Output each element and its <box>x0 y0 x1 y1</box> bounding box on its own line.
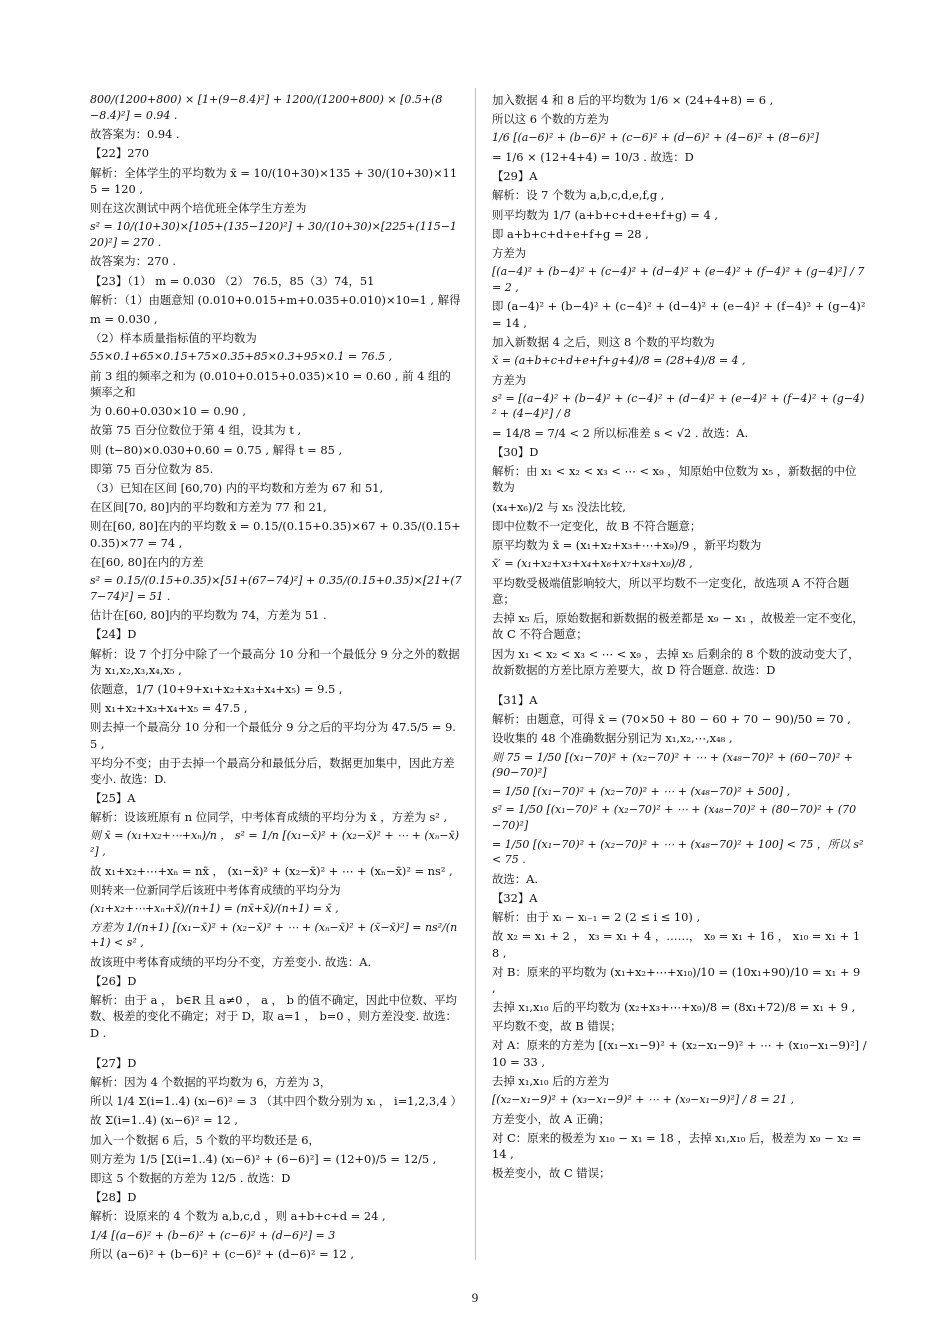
text-line: 即这 5 个数据的方差为 12/5 . 故选：D <box>90 1170 291 1185</box>
text-line: 所以 1/4 Σ(i=1..4) (xᵢ−6)² = 3 （其中四个数分别为 xᵢ ， i=1,2,3,4 ） <box>90 1094 462 1109</box>
answer-heading: 【28】D <box>90 1190 137 1205</box>
text-line: 即第 75 百分位数为 85. <box>90 461 214 476</box>
text-line: 平均数受极端值影响较大，所以平均数不一定变化，故选项 A 不符合题意； <box>492 575 850 607</box>
text-line: 原平均数为 x̄ = (x₁+x₂+x₃+⋯+x₉)/9 ，新平均数为 <box>492 538 762 553</box>
formula-line: 则 x̄ = (x₁+x₂+⋯+xₙ)/n ， s² = 1/n [(x₁−x̄)² + (x₂−x̄)² + ⋯ + (xₙ−x̄)²] , <box>90 829 460 859</box>
answer-heading: 【30】D <box>492 445 539 460</box>
text-line: 则平均数为 1/7 (a+b+c+d+e+f+g) = 4 , <box>492 207 718 222</box>
text-line: 前 3 组的频率之和为 (0.010+0.015+0.035)×10 = 0.60 , 前 4 组的频率之和 <box>90 368 451 400</box>
right-column <box>492 92 867 1184</box>
formula-line: s² = 1/50 [(x₁−70)² + (x₂−70)² + ⋯ + (x₄₈−70)² + (80−70)² + (70−70)²] <box>492 803 857 832</box>
formula-line: 1/6 [(a−6)² + (b−6)² + (c−6)² + (d−6)² + (4−6)² + (8−6)²] <box>492 131 819 145</box>
text-line: (x₄+x₆)/2 与 x₅ 没法比较, <box>492 499 626 514</box>
text-line: 则 x₁+x₂+x₃+x₄+x₅ = 47.5 , <box>90 701 248 716</box>
text-line: 故第 75 百分位数位于第 4 组，设其为 t , <box>90 423 302 438</box>
formula-line: 则 75 = 1/50 [(x₁−70)² + (x₂−70)² + ⋯ + (x₄₈−70)² + (60−70)² + (90−70)²] <box>492 750 853 780</box>
text-line: = 1/6 × (12+4+4) = 10/3 . 故选：D <box>492 149 694 164</box>
text-line: 则转来一位新同学后该班中考体育成绩的平均分为 <box>90 882 341 897</box>
formula-line: s² = 10/(10+30)×[105+(135−120)²] + 30/(10+30)×[225+(115−120)²] = 270 . <box>90 220 457 249</box>
text-line: 方差为 <box>492 245 527 260</box>
answer-heading: 【32】A <box>492 890 538 905</box>
text-line: 去掉 x₁,x₁₀ 后的平均数为 (x₂+x₃+⋯+x₉)/8 = (8x₁+72)/8 = x₁ + 9 , <box>492 1000 856 1015</box>
formula-line: = 1/50 [(x₁−70)² + (x₂−70)² + ⋯ + (x₄₈−70)² + 100] < 75 ，所以 s² < 75 . <box>492 837 864 867</box>
text-line: 在[60, 80]在内的方差 <box>90 554 204 569</box>
text-line: 对 C：原来的极差为 x₁₀ − x₁ = 18 ，去掉 x₁,x₁₀ 后，极差为 x₉ − x₂ = 14 , <box>492 1130 862 1162</box>
column-divider <box>475 88 476 1260</box>
text-line: 解析：设原来的 4 个数为 a,b,c,d ，则 a+b+c+d = 24 , <box>90 1209 386 1224</box>
text-line: 平均数不变，故 B 错误； <box>492 1019 622 1034</box>
text-line: 在区间[70, 80]内的平均数和方差为 77 和 21, <box>90 500 327 515</box>
answer-heading: 【27】D <box>90 1055 137 1070</box>
text-line: 即 a+b+c+d+e+f+g = 28 , <box>492 226 649 241</box>
text-line: 对 A：原来的方差为 [(x₁−x₁−9)² + (x₂−x₁−9)² + ⋯ + (x₁₀−x₁−9)²] / 10 = 33 , <box>492 1038 867 1069</box>
text-line: （2）样本质量指标值的平均数为 <box>90 331 257 346</box>
text-line: 解析：由题意，可得 x̄ = (70×50 + 80 − 60 + 70 − 90)/50 = 70 , <box>492 712 851 727</box>
text-line: 则方差为 1/5 [Σ(i=1..4) (xᵢ−6)² + (6−6)²] = (12+0)/5 = 12/5 , <box>90 1151 437 1166</box>
text-line: 则在这次测试中两个培优班全体学生方差为 <box>90 200 307 215</box>
text-line: 加入新数据 4 之后，则这 8 个数的平均数为 <box>492 334 715 349</box>
text-line: 解析：设 7 个数为 a,b,c,d,e,f,g , <box>492 188 665 203</box>
answer-heading: 【24】D <box>90 627 137 642</box>
formula-line: x̄ = (a+b+c+d+e+f+g+4)/8 = (28+4)/8 = 4 , <box>492 353 746 367</box>
text-line: 极差变小，故 C 错误； <box>492 1166 611 1181</box>
text-line: 即 (a−4)² + (b−4)² + (c−4)² + (d−4)² + (e−4)² + (f−4)² + (g−4)² = 14 , <box>492 299 866 330</box>
text-line: 解析：全体学生的平均数为 x̄ = 10/(10+30)×135 + 30/(10+30)×115 = 120 , <box>90 165 458 196</box>
text-line: 所以 (a−6)² + (b−6)² + (c−6)² + (d−6)² = 12 , <box>90 1247 355 1262</box>
text-line: 解析：由 x₁ < x₂ < x₃ < ⋯ < x₉ ，知原始中位数为 x₅ ，新数据的中位数为 <box>492 464 857 495</box>
text-line: 解析：设该班原有 n 位同学，中考体育成绩的平均分为 x̄ ，方差为 s² , <box>90 810 448 825</box>
text-line: 对 B：原来的平均数为 (x₁+x₂+⋯+x₁₀)/10 = (10x₁+90)/10 = x₁ + 9 , <box>492 964 861 995</box>
text-line: 依题意，1/7 (10+9+x₁+x₂+x₃+x₄+x₅) = 9.5 , <box>90 681 343 696</box>
text-line: 所以这 6 个数的方差为 <box>492 112 610 127</box>
text-line: 解析：由于 a ， b∈R 且 a≠0 ， a ， b 的值不确定，因此中位数、平均数、极差的变化不确定；对于 D，取 a=1 ， b=0 ，则方差没变. 故选：D . <box>90 993 457 1040</box>
text-line: m = 0.030 , <box>90 311 158 326</box>
formula-line: [(x₂−x₁−9)² + (x₃−x₁−9)² + ⋯ + (x₉−x₁−9)²] / 8 = 21 , <box>492 1093 795 1107</box>
formula-line: s² = 0.15/(0.15+0.35)×[51+(67−74)²] + 0.35/(0.15+0.35)×[21+(77−74)²] = 51 . <box>90 573 462 603</box>
text-line: 解析：（1）由题意知 (0.010+0.015+m+0.035+0.010)×10=1 , 解得 <box>90 292 461 307</box>
text-line: 方差变小，故 A 正确； <box>492 1111 610 1126</box>
text-line: 方差为 <box>492 372 527 387</box>
text-line: 800/(1200+800) × [1+(9−8.4)²] + 1200/(1200+800) × [0.5+(8−8.4)²] = 0.94 . <box>90 93 443 122</box>
formula-line: 55×0.1+65×0.15+75×0.35+85×0.3+95×0.1 = 76.5 , <box>90 350 393 364</box>
formula-line: 1/4 [(a−6)² + (b−6)² + (c−6)² + (d−6)²] = 3 <box>90 1228 336 1242</box>
text-line: 故 x₂ = x₁ + 2 ， x₃ = x₁ + 4 ，……， x₉ = x₁ + 16 ， x₁₀ = x₁ + 18 , <box>492 929 861 960</box>
formula-line: (x₁+x₂+⋯+xₙ+x̄)/(n+1) = (nx̄+x̄)/(n+1) = x̄ , <box>90 902 339 916</box>
text-line: 平均分不变；由于去掉一个最高分和最低分后，数据更加集中，因此方差变小. 故选：D. <box>90 755 455 786</box>
text-line: 解析：因为 4 个数据的平均数为 6，方差为 3， <box>90 1075 332 1089</box>
text-line: 去掉 x₁,x₁₀ 后的方差为 <box>492 1073 610 1088</box>
answer-heading: 【26】D <box>90 974 137 989</box>
text-line: 故答案为：270 . <box>90 254 176 269</box>
formula-line: [(a−4)² + (b−4)² + (c−4)² + (d−4)² + (e−4)² + (f−4)² + (g−4)²] / 7 = 2 , <box>492 265 865 294</box>
text-line: 则去掉一个最高分 10 分和一个最低分 9 分之后的平均分为 47.5/5 = 9.5 , <box>90 720 456 751</box>
text-line: 则在[60, 80]在内的平均数 x̄ = 0.15/(0.15+0.35)×67 + 0.35/(0.15+0.35)×77 = 74 , <box>90 519 461 550</box>
text-line: 故 Σ(i=1..4) (xᵢ−6)² = 12 , <box>90 1113 238 1128</box>
formula-line: s² = [(a−4)² + (b−4)² + (c−4)² + (d−4)² + (e−4)² + (f−4)² + (g−4)² + (4−4)²] / 8 <box>492 391 865 421</box>
formula-line: 方差为 1/(n+1) [(x₁−x̄)² + (x₂−x̄)² + ⋯ + (xₙ−x̄)² + (x̄−x̄)²] = ns²/(n+1) < s² , <box>90 920 458 950</box>
text-line: 因为 x₁ < x₂ < x₃ < ⋯ < x₉ ，去掉 x₅ 后剩余的 8 个数的波动变大了，故新数据的方差比原方差要大，故 D 符合题意. 故选：D <box>492 646 860 677</box>
text-line: 解析：由于 xᵢ − xᵢ₋₁ = 2 (2 ≤ i ≤ 10) , <box>492 910 701 925</box>
text-line: （3）已知在区间 [60,70) 内的平均数和方差为 67 和 51, <box>90 481 384 496</box>
text-line: 为 0.60+0.030×10 = 0.90 , <box>90 404 246 419</box>
text-line: 去掉 x₅ 后，原始数据和新数据的极差都是 x₉ − x₁ ，故极差一定不变化，故 C 不符合题意； <box>492 611 864 642</box>
answer-heading: 【22】270 <box>90 146 150 161</box>
text-line: 解析：设 7 个打分中除了一个最高分 10 分和一个最低分 9 分之外的数据为 x₁,x₂,x₃,x₄,x₅ , <box>90 646 460 677</box>
left-column <box>90 92 462 1265</box>
text-line: 故该班中考体育成绩的平均分不变，方差变小. 故选：A. <box>90 954 372 969</box>
page-number: 9 <box>471 1290 479 1305</box>
text-line: 加入一个数据 6 后，5 个数的平均数还是 6， <box>90 1132 320 1147</box>
text-line: = 14/8 = 7/4 < 2 所以标准差 s < √2 . 故选：A. <box>492 425 749 440</box>
answer-heading: 【29】A <box>492 169 538 184</box>
text-line: 故选：A. <box>492 871 539 886</box>
answer-heading: 【31】A <box>492 692 538 707</box>
text-line: 加入数据 4 和 8 后的平均数为 1/6 × (24+4+8) = 6 , <box>492 93 774 107</box>
answer-heading: 【25】A <box>90 791 136 806</box>
formula-line: = 1/50 [(x₁−70)² + (x₂−70)² + ⋯ + (x₄₈−70)² + 500] , <box>492 784 791 798</box>
text-line: 设收集的 48 个准确数据分别记为 x₁,x₂,⋯,x₄₈ , <box>492 731 733 746</box>
text-line: 即中位数不一定变化，故 B 不符合题意； <box>492 518 702 533</box>
formula-line: x̄′ = (x₁+x₂+x₃+x₄+x₆+x₇+x₈+x₉)/8 , <box>492 557 693 571</box>
answer-heading: 【23】（1） m = 0.030 （2） 76.5，85（3）74，51 <box>90 273 375 288</box>
text-line: 估计在[60, 80]内的平均数为 74，方差为 51 . <box>90 608 327 623</box>
text-line: 则 (t−80)×0.030+0.60 = 0.75 , 解得 t = 85 , <box>90 442 343 457</box>
text-line: 故 x₁+x₂+⋯+xₙ = nx̄ ， (x₁−x̄)² + (x₂−x̄)² + ⋯ + (xₙ−x̄)² = ns² , <box>90 863 453 878</box>
text-line: 故答案为：0.94 . <box>90 127 180 142</box>
